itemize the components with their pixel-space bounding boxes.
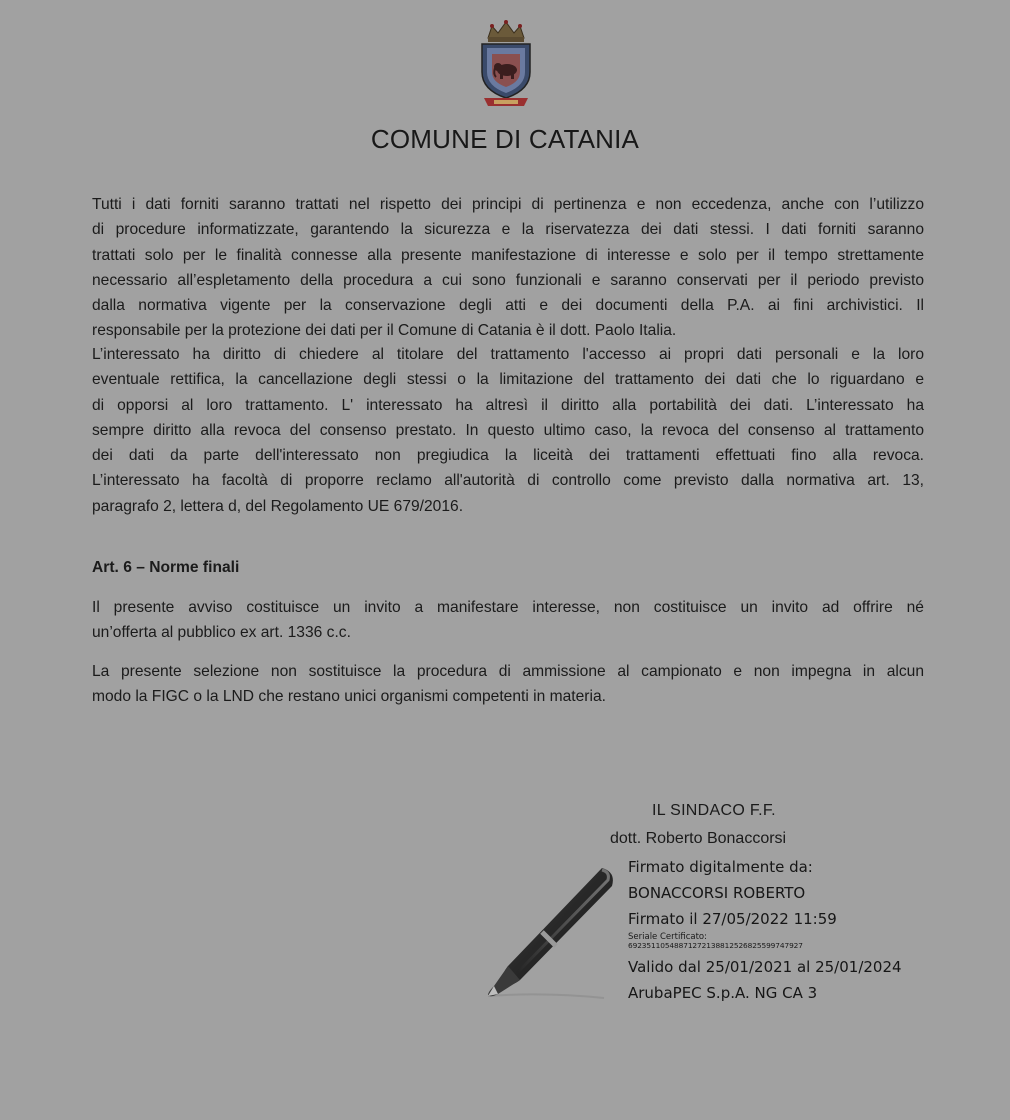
text-line: La presente selezione non sostituisce la procedura di ammissione al campionato e non impegna in alcun [92, 663, 924, 680]
text-line: Tutti i dati forniti saranno trattati nel rispetto dei principi di pertinenza e non eccedenza, anche con l’utilizzo [92, 196, 924, 213]
certificate-validity: Valido dal 25/01/2021 al 25/01/2024 [628, 958, 902, 976]
signer-name: BONACCORSI ROBERTO [628, 884, 806, 902]
text-line: di opporsi al loro trattamento. L' interessato ha altresì il diritto alla portabilità dei dati. L’interessato ha [92, 396, 924, 414]
privacy-paragraph [92, 192, 924, 344]
serial-number: 69235110548871272138812526825599747927 [628, 941, 803, 950]
serial-label: Seriale Certificato: [628, 932, 707, 942]
text-line: un’offerta al pubblico ex art. 1336 c.c. [92, 624, 351, 642]
rights-paragraph [92, 342, 924, 519]
coat-of-arms-icon [474, 18, 538, 110]
text-line: di procedure informatizzate, garantendo la sicurezza e la riservatezza dei dati stessi. I dati forniti saranno [92, 221, 924, 239]
signatory-title: IL SINDACO F.F. [652, 802, 776, 819]
text-line: modo la FIGC o la LND che restano unici organismi competenti in materia. [92, 688, 606, 706]
text-line: trattati solo per le finalità connesse alla presente manifestazione di interesse e solo per il tempo strettamente [92, 246, 924, 264]
section-heading: Art. 6 – Norme finali [92, 559, 240, 576]
text-line: responsabile per la protezione dei dati per il Comune di Catania è il dott. Paolo Italia. [92, 322, 677, 340]
selection-paragraph [92, 659, 924, 710]
text-line: necessario all’espletamento della procedura a cui sono funzionali e saranno conservati per il periodo previsto [92, 271, 924, 289]
certificate-issuer: ArubaPEC S.p.A. NG CA 3 [628, 984, 818, 1002]
certificate-serial [628, 934, 858, 954]
page-title: COMUNE DI CATANIA [370, 124, 640, 154]
text-line: Il presente avviso costituisce un invito a manifestare interesse, non costituisce un invito ad offrire né [92, 599, 924, 616]
text-line: eventuale rettifica, la cancellazione degli stessi o la limitazione del trattamento dei dati che lo riguardano e [92, 371, 924, 389]
text-line: paragrafo 2, lettera d, del Regolamento UE 679/2016. [92, 497, 464, 515]
text-line: sempre diritto alla revoca del consenso prestato. In questo ultimo caso, la revoca del consenso al trattamento [92, 421, 924, 439]
notice-paragraph [92, 595, 924, 646]
text-line: L’interessato ha facoltà di proporre reclamo all'autorità di controllo come previsto dalla normativa art. 13, [92, 472, 924, 490]
text-line: L’interessato ha diritto di chiedere al titolare del trattamento l'accesso ai propri dati personali e la loro [92, 346, 924, 363]
signed-by-label: Firmato digitalmente da: [628, 858, 813, 876]
fountain-pen-icon [484, 862, 624, 1004]
text-line: dalla normativa vigente per la conservazione degli atti e dei documenti della P.A. ai fini archivistici. Il [92, 297, 924, 315]
signatory-name: dott. Roberto Bonaccorsi [610, 830, 787, 847]
signature-date: Firmato il 27/05/2022 11:59 [628, 910, 837, 928]
text-line: dei dati da parte dell'interessato non pregiudica la liceità dei trattamenti effettuati fino alla revoca. [92, 447, 924, 465]
